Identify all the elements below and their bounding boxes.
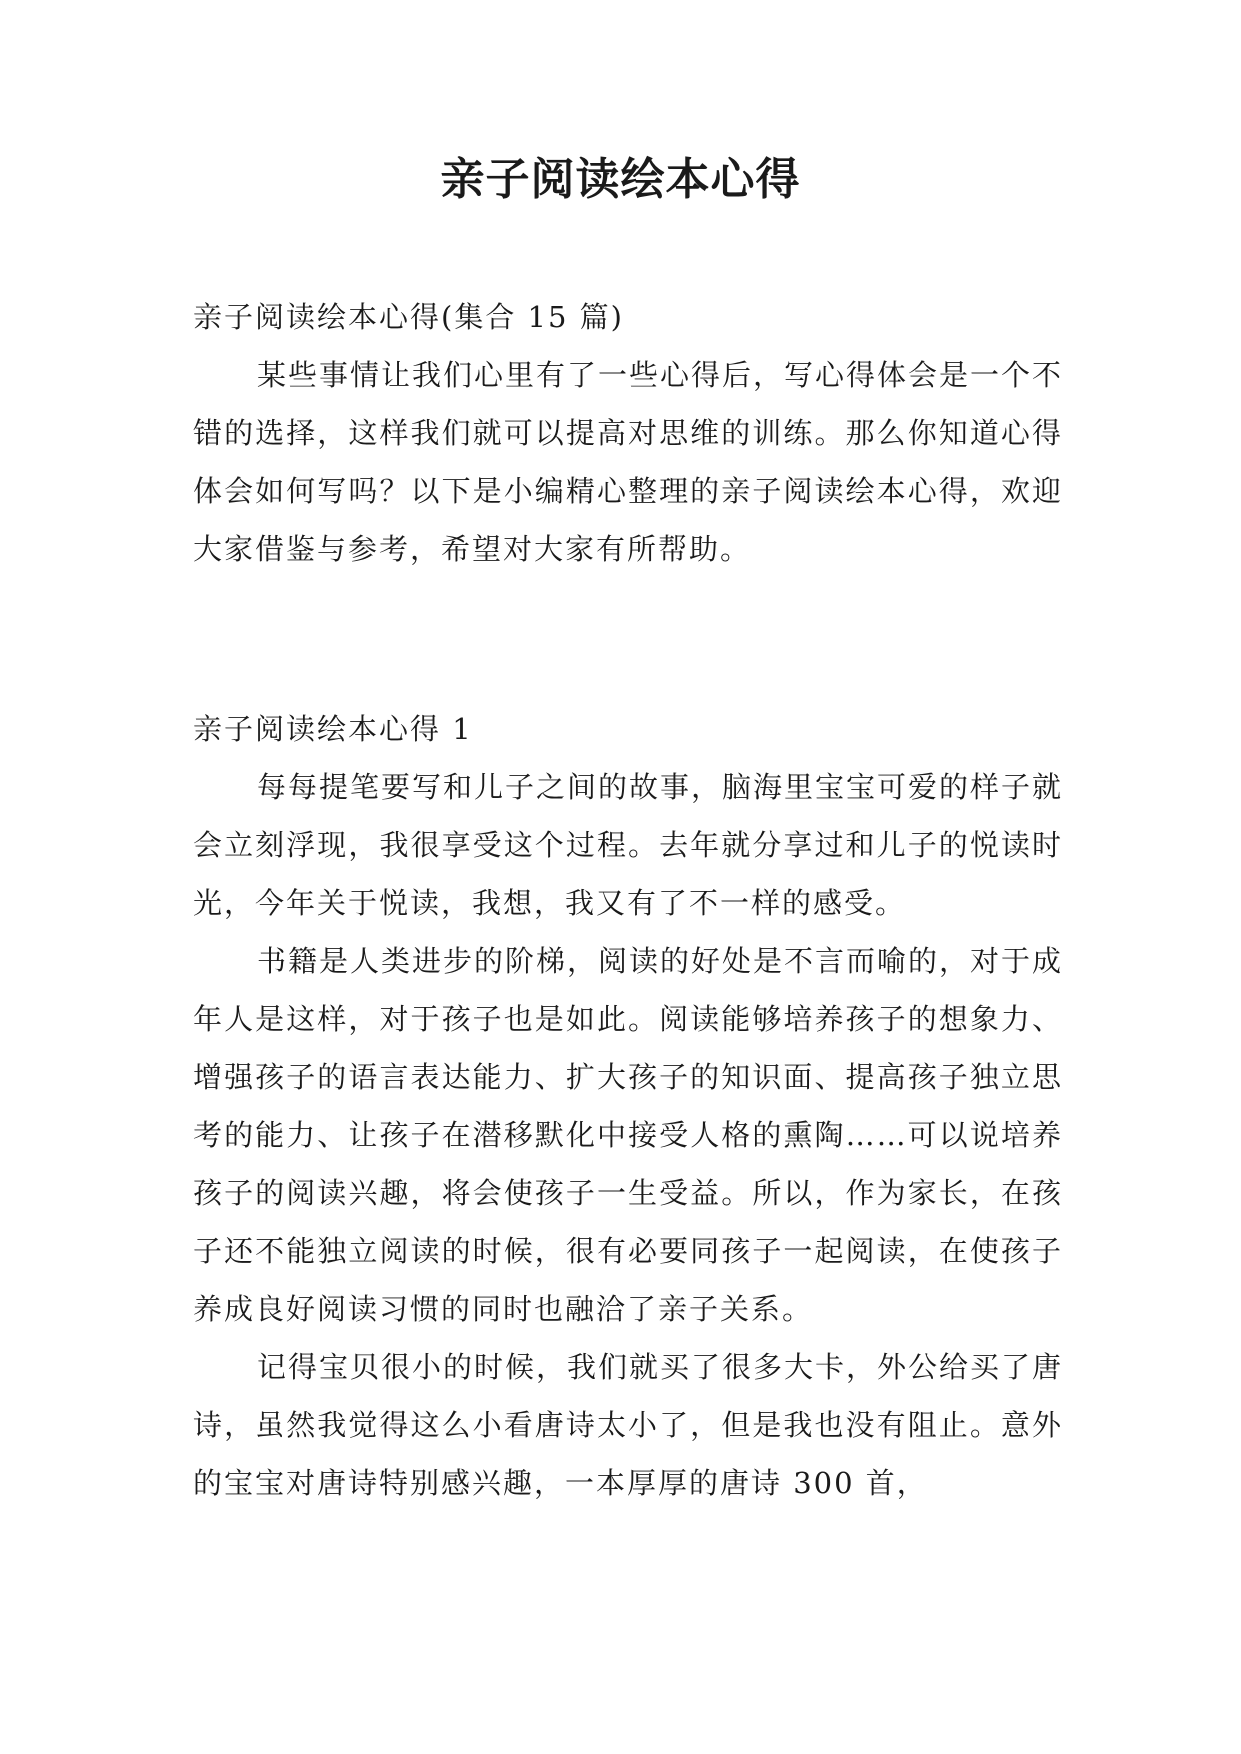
section-1 <box>193 700 1063 1512</box>
intro-paragraph: 某些事情让我们心里有了一些心得后，写心得体会是一个不错的选择，这样我们就可以提高对思维的训练。那么你知道心得体会如何写吗？以下是小编精心整理的亲子阅读绘本心得，欢迎大家借鉴与参考，希望对大家有所帮助。 <box>193 358 1064 566</box>
section-1-paragraph-3: 记得宝贝很小的时候，我们就买了很多大卡，外公给买了唐诗，虽然我觉得这么小看唐诗太小了，但是我也没有阻止。意外的宝宝对唐诗特别感兴趣，一本厚厚的唐诗 300 首， <box>193 1350 1064 1500</box>
document-title: 亲子阅读绘本心得 <box>440 154 801 205</box>
section-1-paragraph-2: 书籍是人类进步的阶梯，阅读的好处是不言而喻的，对于成年人是这样，对于孩子也是如此。阅读能够培养孩子的想象力、增强孩子的语言表达能力、扩大孩子的知识面、提高孩子独立思考的能力、让孩子在潜移默化中接受人格的熏陶……可以说培养孩子的阅读兴趣，将会使孩子一生受益。所以，作为家长，在孩子还不能独立阅读的时候，很有必要同孩子一起阅读，在使孩子养成良好阅读习惯的同时也融洽了亲子关系。 <box>193 944 1064 1326</box>
section-1-paragraph-1: 每每提笔要写和儿子之间的故事，脑海里宝宝可爱的样子就会立刻浮现，我很享受这个过程。去年就分享过和儿子的悦读时光，今年关于悦读，我想，我又有了不一样的感受。 <box>193 770 1064 920</box>
intro-subtitle: 亲子阅读绘本心得(集合 15 篇) <box>193 300 624 334</box>
intro-block <box>193 288 1063 578</box>
section-1-heading: 亲子阅读绘本心得 1 <box>193 712 473 746</box>
